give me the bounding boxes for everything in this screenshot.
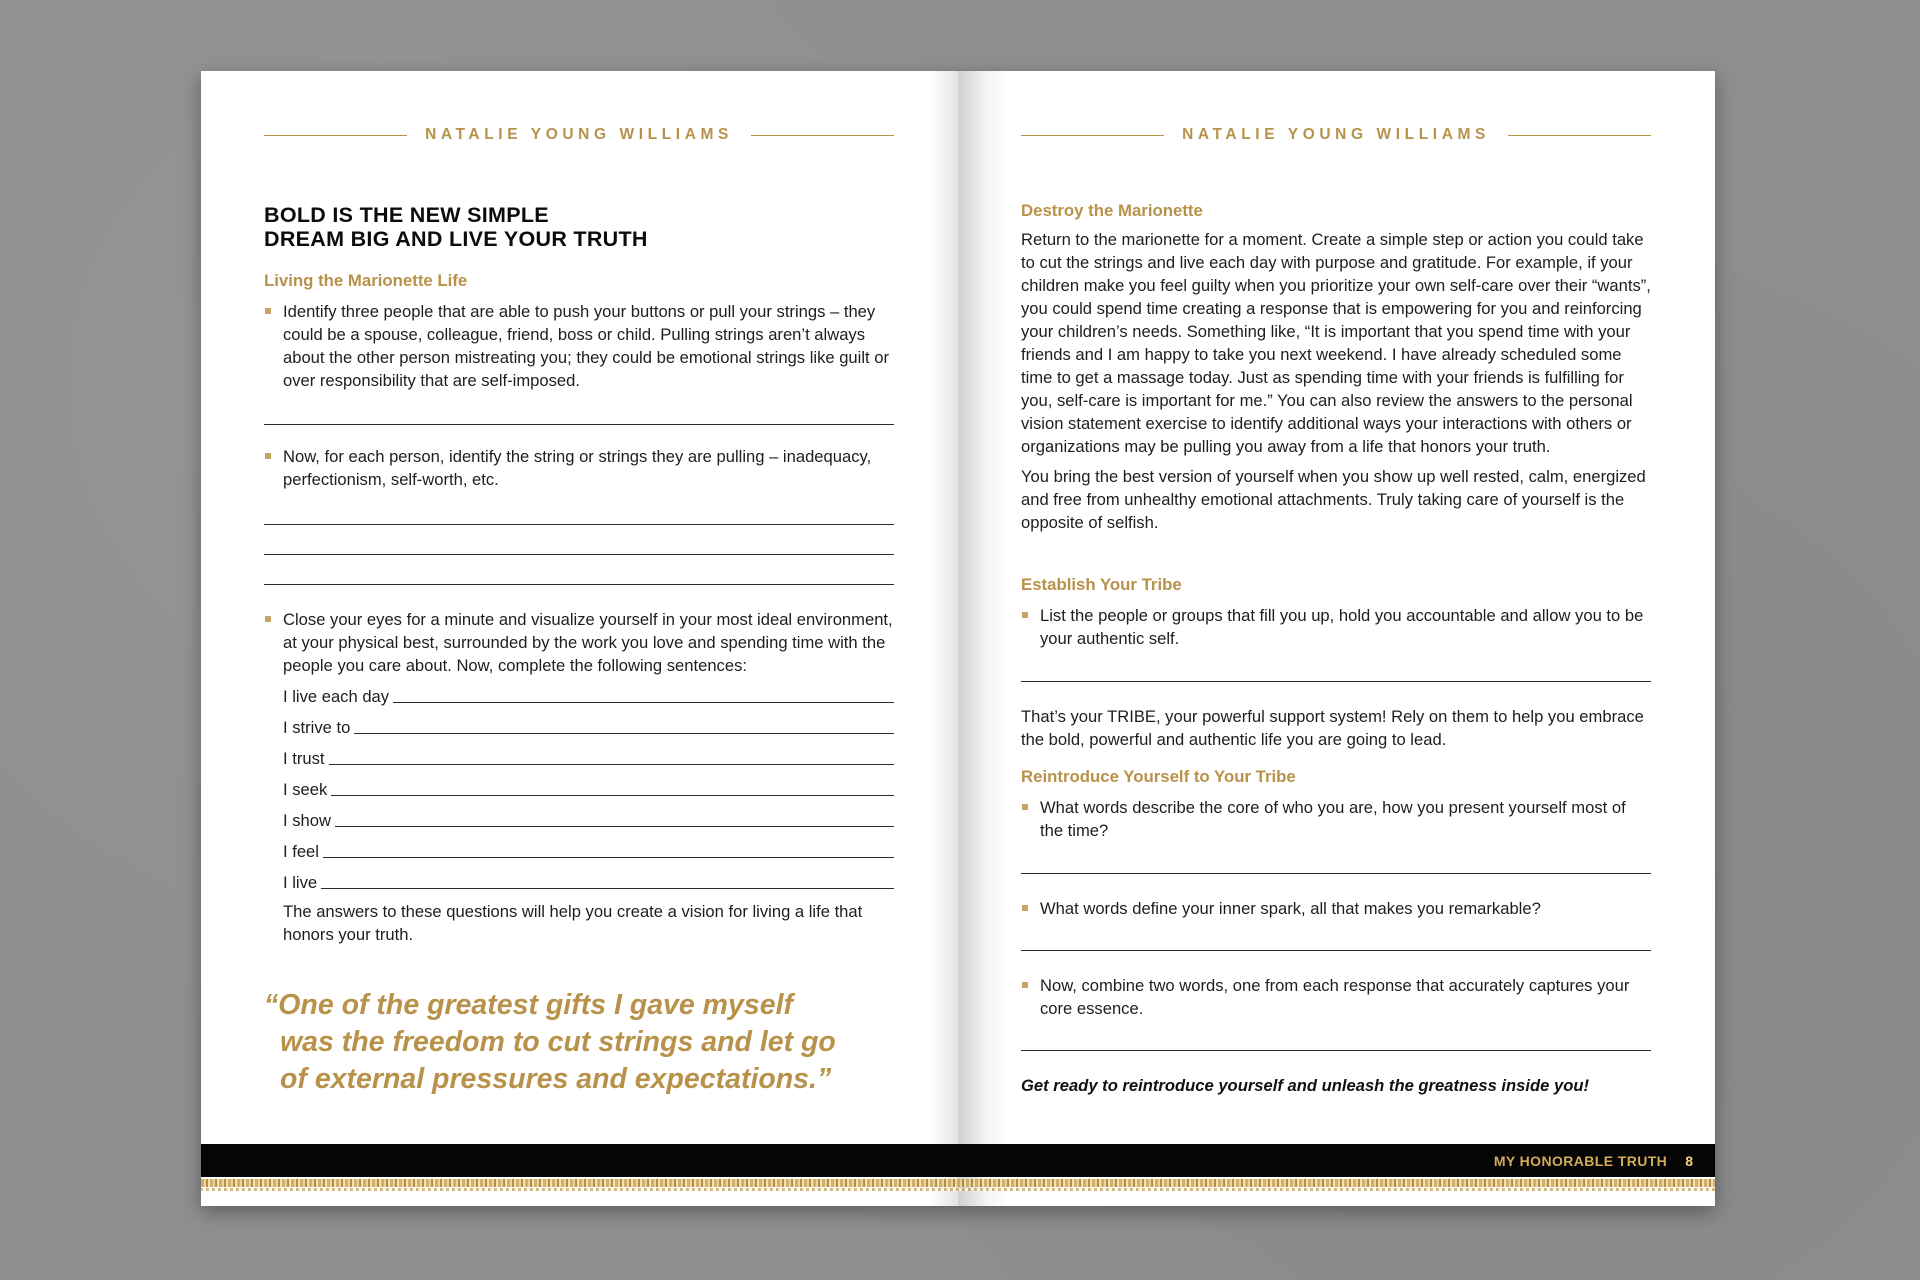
- quote-line-3: of external pressures and expectations.”: [280, 1063, 832, 1095]
- answer-line[interactable]: [1021, 873, 1651, 874]
- quote-line-2: was the freedom to cut strings and let go: [280, 1026, 836, 1058]
- bullet-item: Now, for each person, identify the string or strings they are pulling – inadequacy, perfectionism, self-worth, etc.: [264, 445, 894, 491]
- header-rule: [1021, 135, 1164, 136]
- sentence-list: [264, 677, 894, 894]
- sentence-row: [264, 832, 894, 863]
- closing-line: [1021, 1074, 1651, 1097]
- gutter-shadow: [958, 71, 1008, 1206]
- answer-line[interactable]: [1021, 1050, 1651, 1051]
- sentence-stem: I show: [283, 811, 331, 830]
- sentence-blank[interactable]: [393, 702, 894, 703]
- header-rule: [751, 135, 894, 136]
- section-reintroduce: [1021, 765, 1651, 842]
- footer-bar: [201, 1144, 1715, 1177]
- answer-lines-tribe: [1021, 681, 1651, 682]
- answer-lines-2c: [264, 584, 894, 585]
- body-paragraph: You bring the best version of yourself when you show up well rested, calm, energized and free from unhealthy emotional attachments. Truly taking care of yourself is the opposite of selfish.: [1021, 467, 1646, 532]
- right-page: [958, 71, 1715, 1206]
- sentence-row: [264, 801, 894, 832]
- bullet-item: Now, combine two words, one from each response that accurately captures your core essence.: [1021, 974, 1651, 1020]
- header-rule: [264, 135, 407, 136]
- section-living: [264, 269, 894, 292]
- running-head: [264, 125, 894, 145]
- sentence-blank[interactable]: [329, 764, 895, 765]
- bullet-item: What words define your inner spark, all that makes you remarkable?: [1021, 897, 1651, 920]
- section-heading: Living the Marionette Life: [264, 271, 468, 290]
- sentence-stem: I feel: [283, 842, 319, 861]
- section-tribe: [1021, 573, 1651, 650]
- title-line-1: BOLD IS THE NEW SIMPLE: [264, 203, 549, 227]
- book-title: MY HONORABLE TRUTH: [1493, 1152, 1668, 1169]
- bullet-item: Close your eyes for a minute and visualize yourself in your most ideal environment, at your physical best, surrounded by the work you love and spending time with the people you care about. Now, complete the following sentences:: [264, 608, 894, 677]
- quote-line-1: “One of the greatest gifts I gave myself: [264, 989, 793, 1021]
- exercise-3: [264, 608, 894, 946]
- section-heading: Establish Your Tribe: [1021, 575, 1182, 594]
- pull-quote: [264, 987, 904, 1098]
- author-name: NATALIE YOUNG WILLIAMS: [425, 126, 733, 143]
- answer-line[interactable]: [1021, 950, 1651, 951]
- title-line-2: DREAM BIG AND LIVE YOUR TRUTH: [264, 227, 648, 251]
- header-rule: [1508, 135, 1651, 136]
- sentence-blank[interactable]: [335, 826, 894, 827]
- answer-line[interactable]: [1021, 681, 1651, 682]
- gold-foil-border: [201, 1188, 1715, 1191]
- gold-foil-border: [201, 1179, 1715, 1187]
- running-head: [1021, 125, 1651, 145]
- exercise-1: [264, 300, 894, 392]
- answer-lines-r1: [1021, 873, 1651, 874]
- gutter-shadow: [928, 71, 958, 1206]
- sentence-row: [264, 863, 894, 894]
- sentence-row: [264, 770, 894, 801]
- open-workbook: [201, 71, 1715, 1206]
- page-title: [264, 203, 894, 251]
- sentence-stem: I strive to: [283, 718, 351, 737]
- sentence-blank[interactable]: [323, 857, 894, 858]
- sentence-blank[interactable]: [321, 888, 894, 889]
- exercise-2: [264, 445, 894, 491]
- sentence-blank[interactable]: [354, 733, 894, 734]
- exercise-r3: [1021, 974, 1651, 1020]
- sentence-stem: I seek: [283, 780, 328, 799]
- answer-lines-2: [264, 524, 894, 525]
- sentence-stem: I trust: [283, 749, 325, 768]
- answer-lines-1: [264, 424, 894, 425]
- tribe-summary: [1021, 705, 1651, 751]
- sentence-stem: I live each day: [283, 687, 390, 706]
- footer-label: [1494, 1144, 1715, 1177]
- page-number: 8: [1685, 1152, 1693, 1169]
- answer-line[interactable]: [264, 584, 894, 585]
- bullet-item: List the people or groups that fill you up, hold you accountable and allow you to be your authentic self.: [1021, 604, 1651, 650]
- answer-lines-r3: [1021, 1050, 1651, 1051]
- answer-line[interactable]: [264, 524, 894, 525]
- sentence-row: [264, 739, 894, 770]
- answer-line[interactable]: [264, 424, 894, 425]
- sentence-stem: I live: [283, 873, 318, 892]
- body-paragraph: That’s your TRIBE, your powerful support system! Rely on them to help you embrace the bold, powerful and authentic life you are going to lead.: [1021, 707, 1644, 749]
- bullet-item: What words describe the core of who you are, how you present yourself most of the time?: [1021, 796, 1651, 842]
- answer-lines-2b: [264, 554, 894, 555]
- body-paragraph: Return to the marionette for a moment. Create a simple step or action you could take to cut the strings and live each day with purpose and gratitude. For example, if your children make you feel guilty when you prioritize your own self-care over their “wants”, you could spend time creating a response that is empowering for you and reinforcing your children’s needs. Something like, “It is important that you spend time with your friends and I am happy to take you next weekend. I have already scheduled some time to get a massage today. Just as spending time with your friends is fulfilling for you, self-care is important for me.” You can also review the answers to the personal vision statement exercise to identify additional ways your interactions with others or organizations may be pulling you away from a life that honors your truth.: [1021, 230, 1651, 456]
- author-name: NATALIE YOUNG WILLIAMS: [1182, 126, 1490, 143]
- sentence-blank[interactable]: [331, 795, 894, 796]
- section-heading: Destroy the Marionette: [1021, 201, 1203, 220]
- sentence-row: [264, 708, 894, 739]
- closing-text: The answers to these questions will help you create a vision for living a life that honors your truth.: [283, 902, 863, 944]
- bullet-item: Identify three people that are able to push your buttons or pull your strings – they could be a spouse, colleague, friend, boss or child. Pulling strings aren’t always about the other person mistreating you; they could be emotional strings like guilt or over responsibility that are self-imposed.: [264, 300, 894, 392]
- answer-lines-r2: [1021, 950, 1651, 951]
- section-destroy: [1021, 199, 1651, 534]
- section-heading: Reintroduce Yourself to Your Tribe: [1021, 767, 1296, 786]
- left-page: [201, 71, 958, 1206]
- exercise-r2: [1021, 897, 1651, 920]
- left-content: [264, 203, 894, 251]
- answer-line[interactable]: [264, 554, 894, 555]
- closing-statement: Get ready to reintroduce yourself and unleash the greatness inside you!: [1021, 1076, 1590, 1095]
- sentence-row: [264, 677, 894, 708]
